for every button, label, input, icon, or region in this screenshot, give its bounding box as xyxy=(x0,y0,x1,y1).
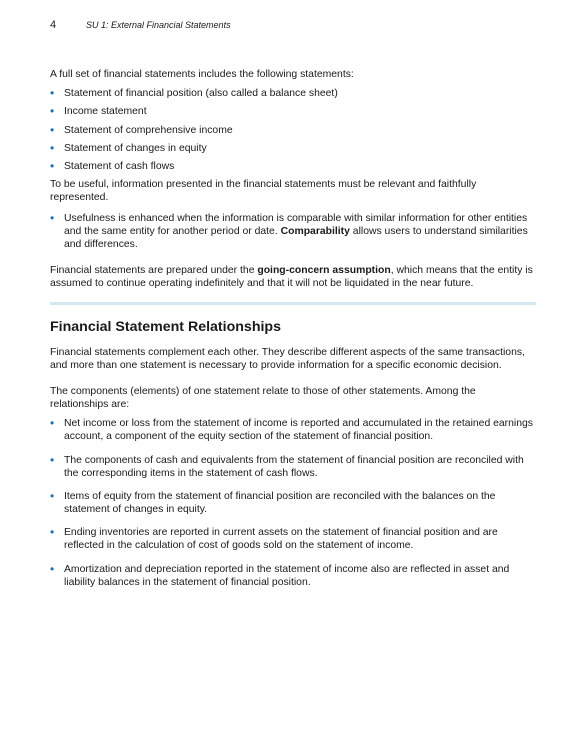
usefulness-text-end: allows users to understand similarities and differences. xyxy=(64,226,528,251)
list-item xyxy=(50,490,536,516)
list-item xyxy=(50,142,536,155)
relationships-lead-paragraph: The components (elements) of one statement relate to those of other statements. Among the relationships are: xyxy=(50,386,476,411)
statements-list xyxy=(50,87,536,173)
running-title: SU 1: External Financial Statements xyxy=(86,20,231,30)
list-item xyxy=(50,87,536,100)
list-item xyxy=(50,160,536,173)
list-item-text: Statement of financial position (also called a balance sheet) xyxy=(64,88,338,99)
page-number: 4 xyxy=(50,19,57,31)
bullet-icon: • xyxy=(50,211,55,226)
bullet-icon: • xyxy=(50,489,55,504)
page-header xyxy=(50,19,231,31)
list-item-text: Statement of comprehensive income xyxy=(64,124,233,136)
bullet-icon: • xyxy=(50,159,55,174)
list-item-text: Statement of cash flows xyxy=(64,161,175,173)
comparability-term: Comparability xyxy=(280,226,350,238)
bullet-icon: • xyxy=(50,122,55,137)
list-item xyxy=(50,124,536,137)
bullet-icon: • xyxy=(50,561,55,576)
bullet-icon: • xyxy=(50,416,55,431)
list-item xyxy=(50,563,536,589)
usefulness-paragraph: To be useful, information presented in the financial statements must be relevant and faithfully represented. xyxy=(50,179,477,204)
list-item-text: Statement of changes in equity xyxy=(64,142,207,154)
list-item xyxy=(50,212,536,251)
list-item-text: Amortization and depreciation reported in the statement of income also are reflected in asset and liability balances in the statement of financial position. xyxy=(64,563,510,588)
bullet-icon: • xyxy=(50,86,55,100)
list-item-text: Income statement xyxy=(64,106,147,118)
bullet-icon: • xyxy=(50,525,55,540)
intro-paragraph: A full set of financial statements includes the following statements: xyxy=(50,69,354,80)
going-concern-text-start: Financial statements are prepared under the xyxy=(50,265,258,277)
list-item xyxy=(50,417,536,443)
list-item-text: Net income or loss from the statement of income is reported and accumulated in the retained earnings account, a component of the equity section of the statement of financial position. xyxy=(64,418,533,443)
going-concern-term: going-concern assumption xyxy=(257,265,391,277)
bullet-icon: • xyxy=(50,140,55,155)
going-concern-paragraph xyxy=(50,264,536,290)
list-item-text: The components of cash and equivalents from the statement of financial position are reconciled with the corresponding items in the statement of cash flows. xyxy=(64,454,524,479)
list-item xyxy=(50,454,536,480)
relationships-intro-paragraph: Financial statements complement each other. They describe different aspects of the same transactions, and more than one statement is necessary to provide information for a specific economic decision. xyxy=(50,347,525,372)
list-item-text: Ending inventories are reported in current assets on the statement of financial position and are reflected in the calculation of cost of goods sold on the statement of income. xyxy=(64,527,498,552)
list-item xyxy=(50,526,536,552)
usefulness-list xyxy=(50,212,536,251)
usefulness-text-start: Usefulness is enhanced when the information is comparable with similar information for other entities and the same entity for another period or date. xyxy=(64,213,528,238)
going-concern-text-end: , which means that the entity is assumed to continue operating indefinitely and that it will not be liquidated in the near future. xyxy=(50,265,533,290)
list-item-text: Items of equity from the statement of financial position are reconciled with the balances on the statement of changes in equity. xyxy=(64,491,496,516)
bullet-icon: • xyxy=(50,104,55,119)
list-item xyxy=(50,105,536,118)
section-heading: Financial Statement Relationships xyxy=(50,319,281,336)
relationships-list xyxy=(50,417,536,588)
bullet-icon: • xyxy=(50,452,55,467)
section-divider xyxy=(50,302,536,305)
page-body xyxy=(50,68,536,599)
